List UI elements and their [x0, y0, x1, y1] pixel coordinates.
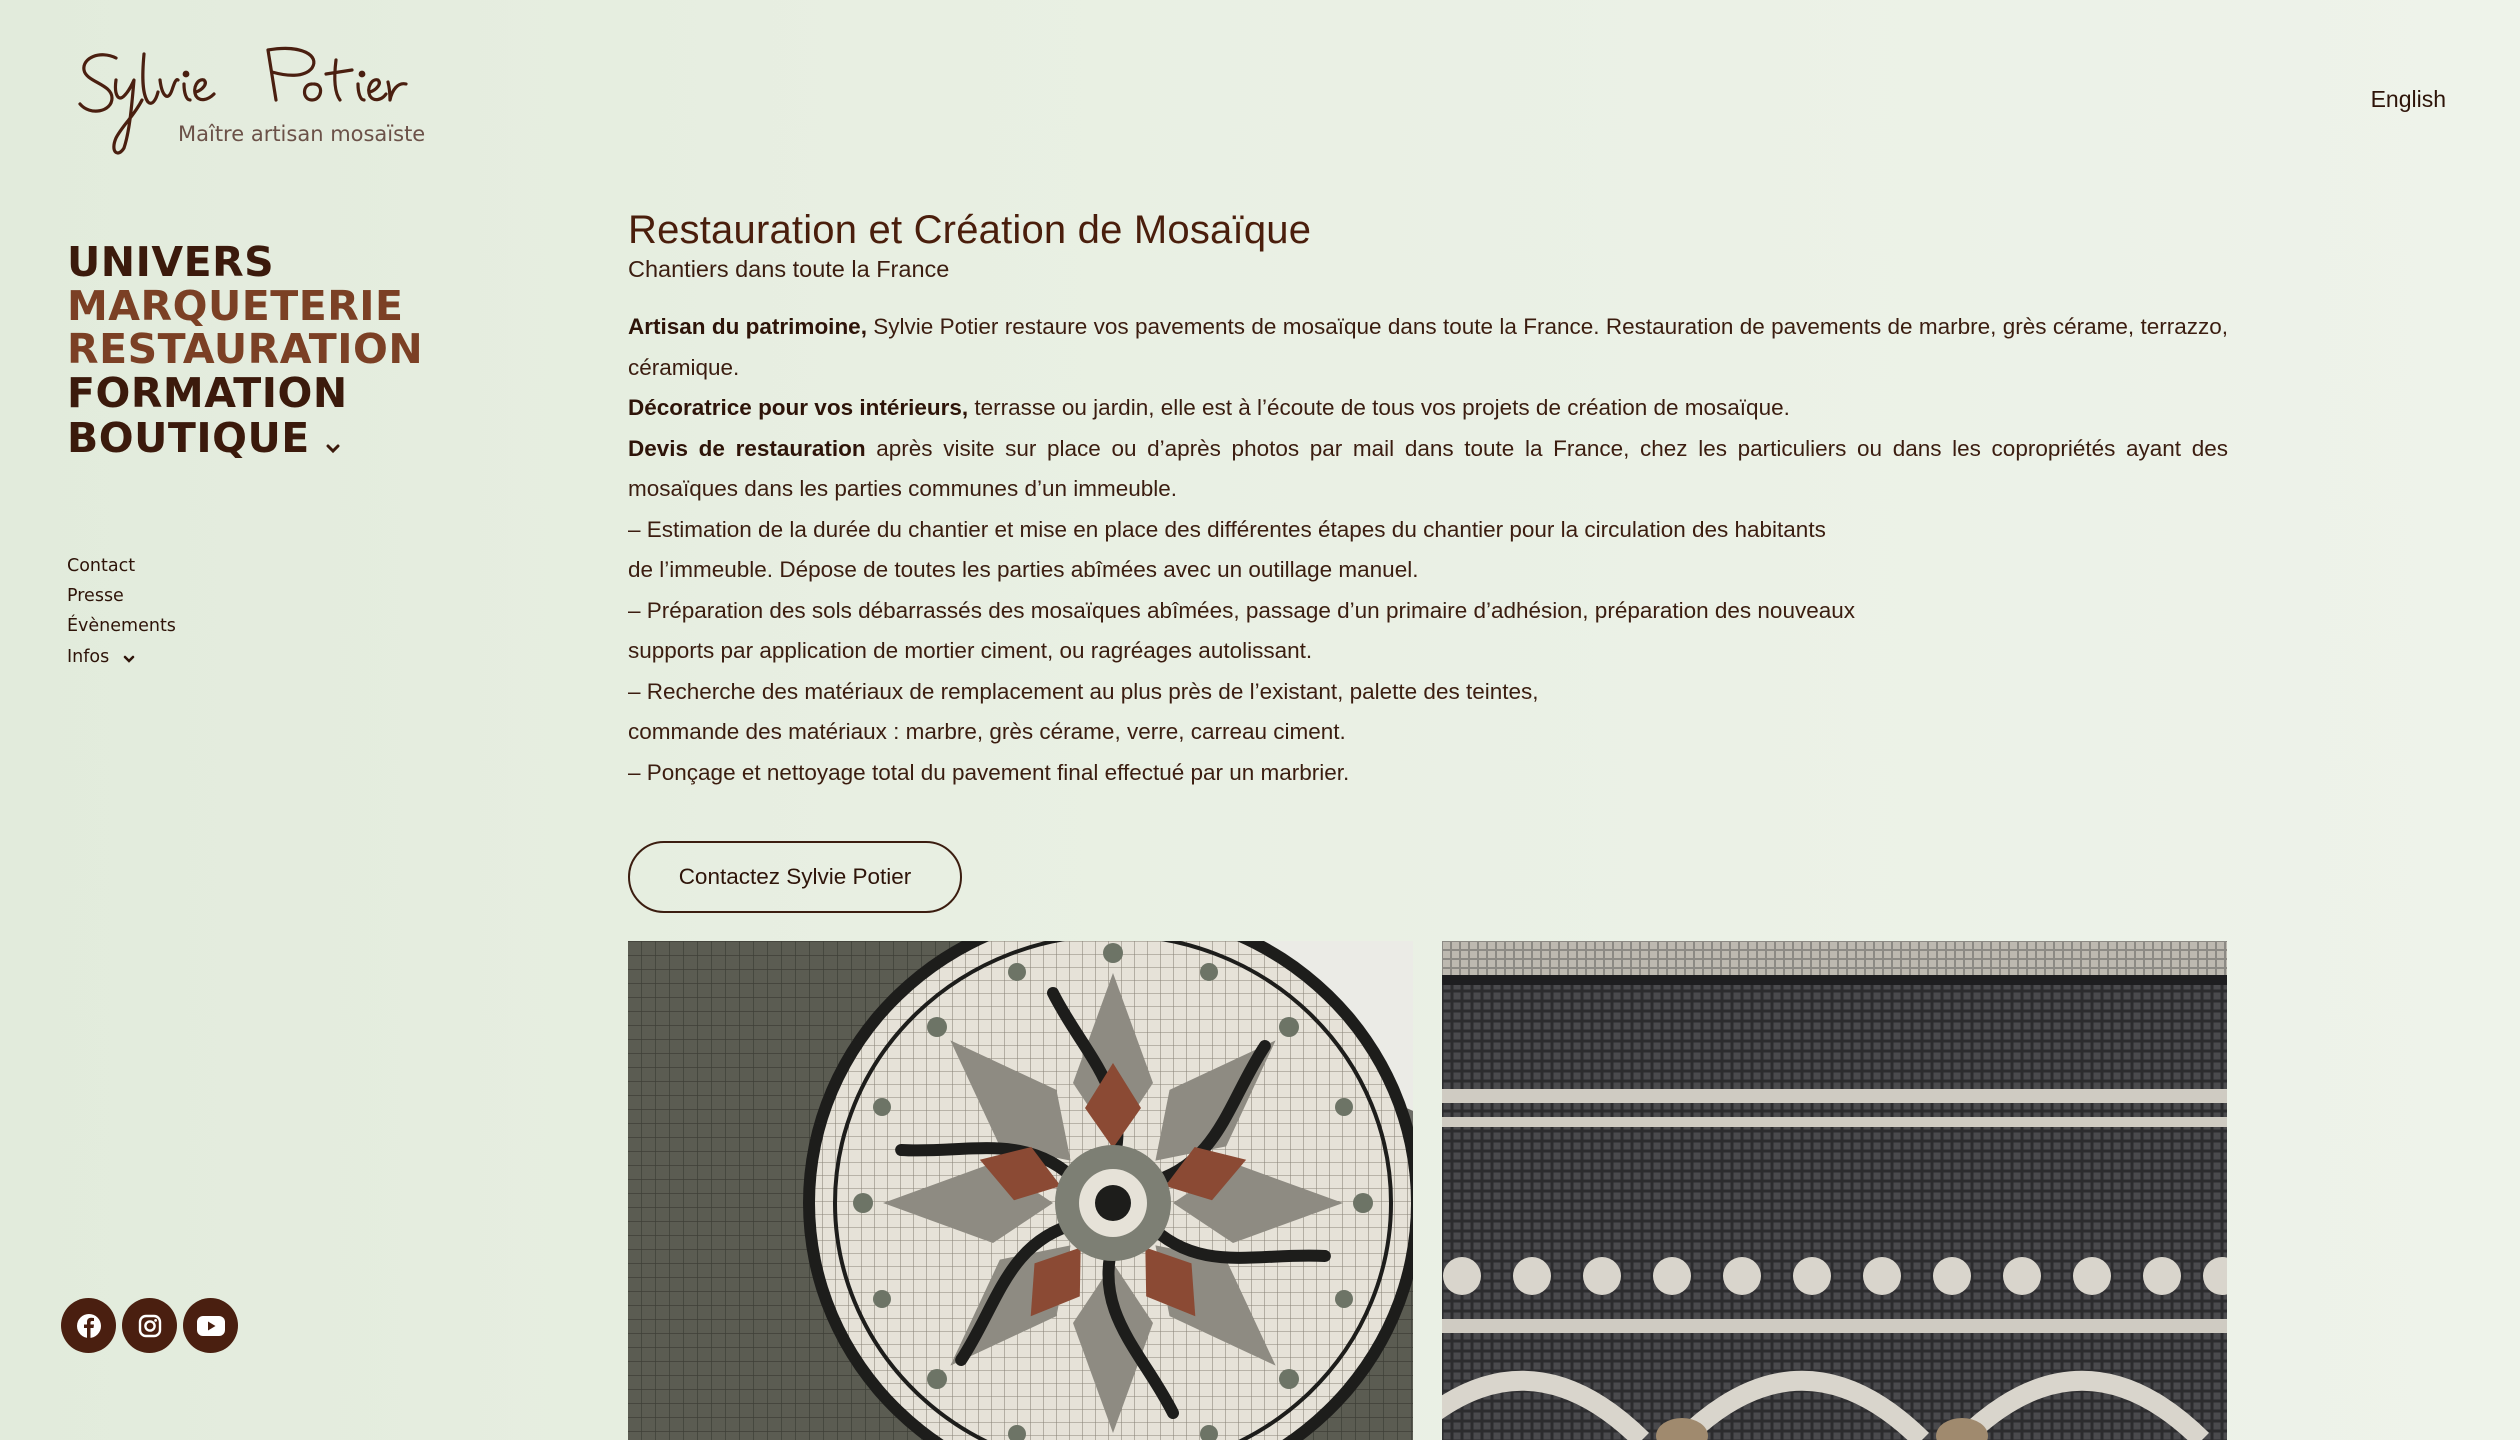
text-line: de l’immeuble. Dépose de toutes les parties abîmées avec un outillage manuel.	[628, 557, 1419, 582]
paragraph-devis	[628, 429, 2228, 510]
youtube-icon	[196, 1315, 226, 1337]
nav-marqueterie[interactable]	[67, 281, 423, 330]
instagram-icon	[137, 1313, 163, 1339]
nav-label: FORMATION	[67, 368, 348, 417]
instagram-button[interactable]	[122, 1298, 177, 1353]
logo[interactable]	[72, 40, 432, 160]
secondary-nav	[67, 551, 176, 673]
paragraph-text: après visite sur place ou d’après photos par mail dans toute la France, chez les particuliers ou dans les copropriétés ayant des mosaïques dans les parties communes d’un immeuble.	[628, 435, 2228, 501]
nav-restauration[interactable]	[67, 325, 424, 373]
mosaic-rosette-photo	[628, 941, 1413, 1440]
page-title: Restauration et Création de Mosaïque	[628, 208, 1312, 252]
nav-presse[interactable]	[67, 581, 176, 611]
nav-label: Contact	[67, 556, 136, 576]
nav-label: Presse	[67, 586, 124, 606]
nav-boutique[interactable]	[67, 415, 423, 463]
facebook-icon	[75, 1312, 103, 1340]
text-line: – Recherche des matériaux de remplacement au plus près de l’existant, palette des teintes,	[628, 678, 1539, 704]
contact-button[interactable]: Contactez Sylvie Potier	[628, 841, 962, 913]
chevron-down-icon[interactable]	[326, 419, 340, 463]
paragraph-text: Sylvie Potier restaure vos pavements de mosaïque dans toute la France. Restauration de pavements de marbre, grès cérame, terrazzo, céramique.	[628, 314, 2228, 380]
sidebar	[0, 0, 560, 1440]
paragraph-patrimoine	[628, 307, 2228, 388]
nav-label: Évènements	[67, 616, 176, 636]
page-subtitle: Chantiers dans toute la France	[628, 256, 950, 282]
nav-evenements[interactable]	[67, 611, 176, 641]
nav-label: MARQUETERIE	[67, 281, 404, 330]
text-line: supports par application de mortier ciment, ou ragréages autolissant.	[628, 638, 1313, 663]
nav-univers[interactable]	[67, 238, 423, 286]
nav-label: Infos	[67, 647, 110, 667]
youtube-button[interactable]	[183, 1298, 238, 1353]
text-line: commande des matériaux : marbre, grès cérame, verre, carreau ciment.	[628, 719, 1346, 744]
nav-formation[interactable]	[67, 368, 423, 417]
logo-tagline: Maître artisan mosaïste	[178, 122, 426, 146]
social-links	[61, 1298, 238, 1353]
chevron-down-icon[interactable]	[123, 643, 135, 673]
text-line: – Estimation de la durée du chantier et mise en place des différentes étapes du chantier pour la circulation des habitants	[628, 516, 1826, 542]
nav-label: UNIVERS	[67, 238, 275, 286]
language-switch[interactable]: English	[2370, 86, 2446, 112]
intro-text	[628, 307, 2228, 793]
main-nav	[67, 238, 424, 463]
nav-contact[interactable]	[67, 551, 176, 581]
facebook-button[interactable]	[61, 1298, 116, 1353]
main-content	[628, 205, 2228, 793]
paragraph-bold: Devis de restauration	[628, 435, 866, 461]
mosaic-border-photo	[1442, 941, 2227, 1440]
nav-infos[interactable]	[67, 641, 176, 673]
nav-label: RESTAURATION	[67, 325, 424, 373]
text-line: – Ponçage et nettoyage total du pavement final effectué par un marbrier.	[628, 759, 1350, 785]
nav-label: BOUTIQUE	[67, 414, 310, 462]
paragraph-bold: Décoratrice pour vos intérieurs,	[628, 395, 969, 420]
paragraph-text: terrasse ou jardin, elle est à l’écoute de tous vos projets de création de mosaïque.	[968, 395, 1790, 420]
paragraph-bold: Artisan du patrimoine,	[628, 314, 867, 339]
paragraph-decoratrice	[628, 388, 2228, 429]
text-line: – Préparation des sols débarrassés des mosaïques abîmées, passage d’un primaire d’adhésion, préparation des nouveaux	[628, 597, 1855, 623]
